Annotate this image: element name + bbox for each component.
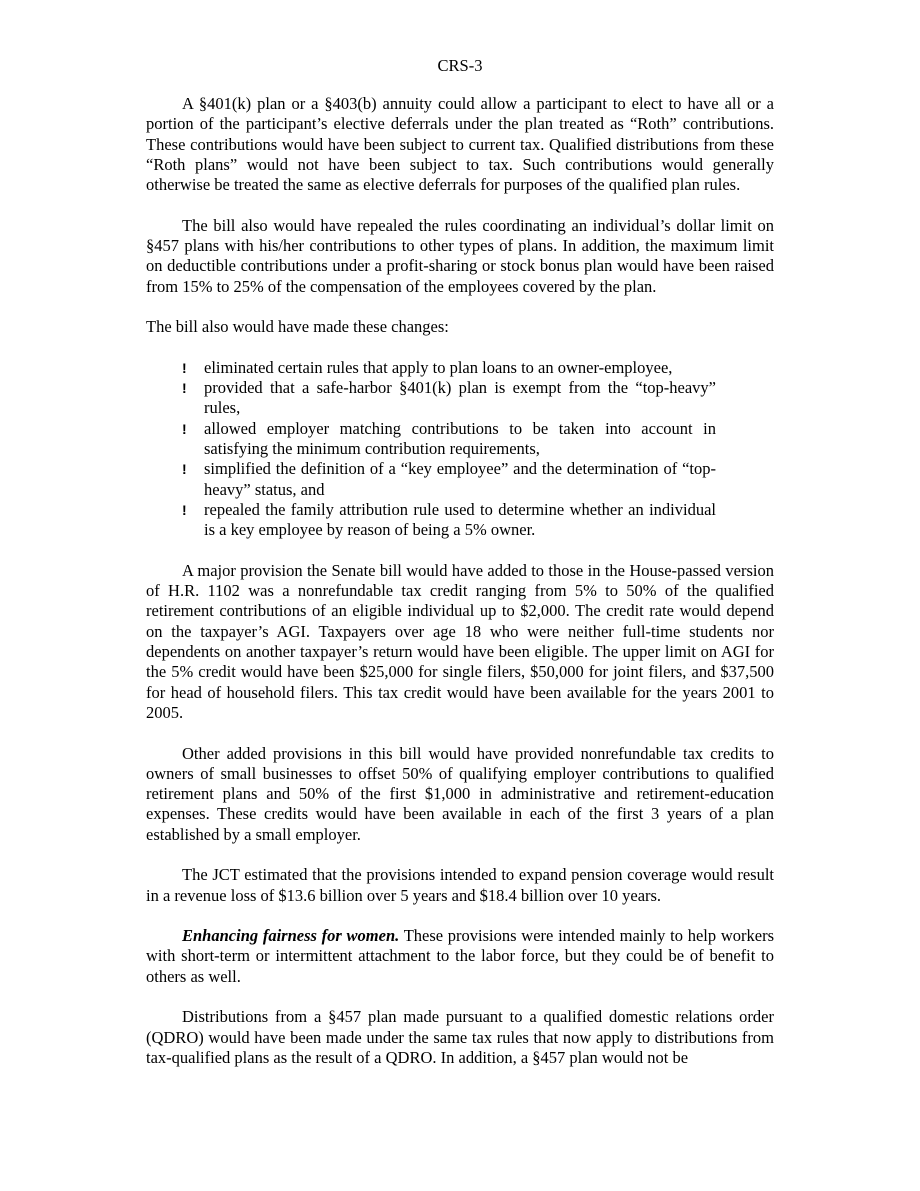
changes-list [182,358,716,541]
page-label: CRS-3 [437,56,483,75]
paragraph-fairness-women [146,926,774,987]
bullet-icon: ! [182,501,187,518]
list-item-text: provided that a safe-harbor §401(k) plan is exempt from the “top-heavy” rules, [204,378,716,418]
bullet-icon: ! [182,359,187,376]
page-header [146,56,774,76]
bullet-icon: ! [182,380,187,397]
list-item [182,419,716,460]
paragraph-changes-intro: The bill also would have made these changes: [146,317,449,337]
list-item [182,500,716,541]
paragraph-qdro-distributions: Distributions from a §457 plan made pursuant to a qualified domestic relations order (QDRO) would have been made under the same tax rules that now apply to distributions from tax-qualified plans as the result of a QDRO. In addition, a §457 plan would not be [146,1007,774,1067]
paragraph-text: These provisions were intended mainly to help workers with short-term or intermittent attachment to the labor force, but they could be of benefit to others as well. [146,926,774,986]
paragraph-jct-estimate: The JCT estimated that the provisions intended to expand pension coverage would result in a revenue loss of $13.6 billion over 5 years and $18.4 billion over 10 years. [146,865,774,905]
list-item [182,459,716,500]
list-item [182,358,716,378]
bullet-icon: ! [182,461,187,478]
document-body [146,94,774,1089]
bullet-icon: ! [182,420,187,437]
list-item-text: simplified the definition of a “key employee” and the determination of “top-heavy” status, and [204,459,716,499]
list-item-text: eliminated certain rules that apply to plan loans to an owner-employee, [204,357,673,377]
list-item-text: repealed the family attribution rule used to determine whether an individual is a key employee by reason of being a 5% owner. [204,499,716,540]
paragraph-small-business-credits: Other added provisions in this bill would have provided nonrefundable tax credits to owners of small businesses to offset 50% of qualifying employer contributions to qualified retirement plans and 50% of the first $1,000 in administrative and retirement-education expenses. These credits would have been available in each of the first 3 years of a plan established by a small employer. [146,743,774,844]
list-item [182,378,716,419]
list-item-text: allowed employer matching contributions to be taken into account in satisfying the minimum contribution requirements, [204,418,716,459]
paragraph-roth-contributions: A §401(k) plan or a §403(b) annuity could allow a participant to elect to have all or a portion of the participant’s elective deferrals under the plan treated as “Roth” contributions. These contributions would have been subject to current tax. Qualified distributions from these “Roth plans” would not have been subject to tax. Such contributions would generally otherwise be treated the same as elective deferrals for purposes of the qualified plan rules. [146,94,774,195]
section-lead-in: Enhancing fairness for women. [182,926,400,946]
paragraph-saver-credit: A major provision the Senate bill would have added to those in the House-passed version of H.R. 1102 was a nonrefundable tax credit ranging from 5% to 50% of the qualified retirement contributions of an eligible individual up to $2,000. The credit rate would depend on the taxpayer’s AGI. Taxpayers over age 18 who were neither full-time students nor dependents on another taxpayer’s return would have been eligible. The upper limit on AGI for the 5% credit would have been $25,000 for single filers, $50,000 for joint filers, and $37,500 for head of household filers. This tax credit would have been available for the years 2001 to 2005. [146,560,774,722]
paragraph-457-limits: The bill also would have repealed the rules coordinating an individual’s dollar limit on §457 plans with his/her contributions to other types of plans. In addition, the maximum limit on deductible contributions under a profit-sharing or stock bonus plan would have been raised from 15% to 25% of the compensation of the employees covered by the plan. [146,215,774,296]
